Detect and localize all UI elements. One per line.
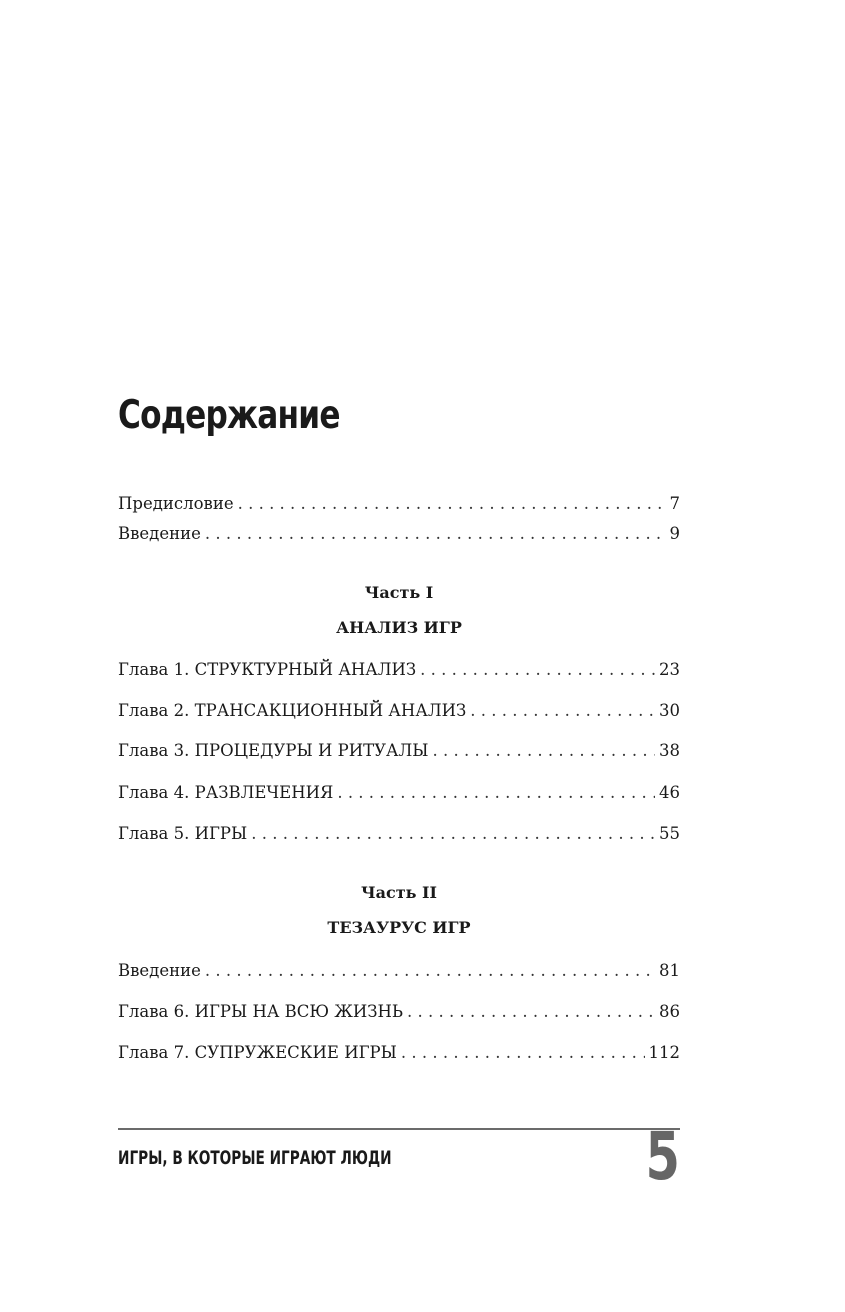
dot-leader xyxy=(407,1002,655,1022)
part1-label: Часть I xyxy=(364,583,434,602)
toc-title: Содержание xyxy=(118,393,340,438)
toc-entry-label: Глава 1. СТРУКТУРНЫЙ АНАЛИЗ xyxy=(118,660,417,679)
toc-entry-page: 81 xyxy=(659,961,680,980)
dot-leader xyxy=(205,524,666,544)
toc-entry-chapter-2[interactable] xyxy=(118,701,680,721)
toc-entry-label: Глава 6. ИГРЫ НА ВСЮ ЖИЗНЬ xyxy=(118,1002,404,1021)
part1-title: АНАЛИЗ ИГР xyxy=(336,618,462,637)
page-number: 5 xyxy=(645,1118,680,1195)
toc-entry-chapter-3[interactable] xyxy=(118,741,680,761)
running-footer-title: ИГРЫ, В КОТОРЫЕ ИГРАЮТ ЛЮДИ xyxy=(118,1147,392,1169)
toc-entry-chapter-4[interactable] xyxy=(118,783,680,803)
dot-leader xyxy=(337,783,655,803)
toc-entry-page: 23 xyxy=(659,660,680,679)
toc-entry-label: Глава 2. ТРАНСАКЦИОННЫЙ АНАЛИЗ xyxy=(118,701,467,720)
dot-leader xyxy=(238,494,666,514)
toc-entry-label: Введение xyxy=(118,961,201,980)
book-page xyxy=(118,0,680,1312)
toc-entry-page: 46 xyxy=(659,783,680,802)
toc-entry-label: Глава 3. ПРОЦЕДУРЫ И РИТУАЛЫ xyxy=(118,741,429,760)
toc-entry-part2-introduction[interactable] xyxy=(118,961,680,981)
toc-entry-label: Глава 7. СУПРУЖЕСКИЕ ИГРЫ xyxy=(118,1043,397,1062)
toc-entry-label: Введение xyxy=(118,524,201,543)
dot-leader xyxy=(470,701,655,721)
toc-entry-chapter-7[interactable] xyxy=(118,1043,680,1063)
dot-leader xyxy=(420,660,655,680)
toc-entry-page: 9 xyxy=(669,524,680,543)
dot-leader xyxy=(401,1043,645,1063)
toc-entry-introduction[interactable] xyxy=(118,524,680,544)
toc-entry-label: Глава 5. ИГРЫ xyxy=(118,824,248,843)
toc-entry-chapter-5[interactable] xyxy=(118,824,680,844)
dot-leader xyxy=(251,824,655,844)
toc-entry-label: Глава 4. РАЗВЛЕЧЕНИЯ xyxy=(118,783,334,802)
toc-entry-page: 86 xyxy=(659,1002,680,1021)
toc-entry-chapter-1[interactable] xyxy=(118,660,680,680)
part2-title: ТЕЗАУРУС ИГР xyxy=(327,918,471,937)
dot-leader xyxy=(433,741,655,761)
toc-entry-page: 30 xyxy=(659,701,680,720)
toc-entry-chapter-6[interactable] xyxy=(118,1002,680,1022)
dot-leader xyxy=(205,961,655,981)
toc-entry-page: 112 xyxy=(648,1043,680,1062)
toc-entry-page: 55 xyxy=(659,824,680,843)
footer-rule xyxy=(118,1128,680,1130)
toc-entry-label: Предисловие xyxy=(118,494,234,513)
toc-entry-preface[interactable] xyxy=(118,494,680,514)
toc-entry-page: 38 xyxy=(659,741,680,760)
toc-entry-page: 7 xyxy=(669,494,680,513)
part2-label: Часть II xyxy=(360,883,438,902)
